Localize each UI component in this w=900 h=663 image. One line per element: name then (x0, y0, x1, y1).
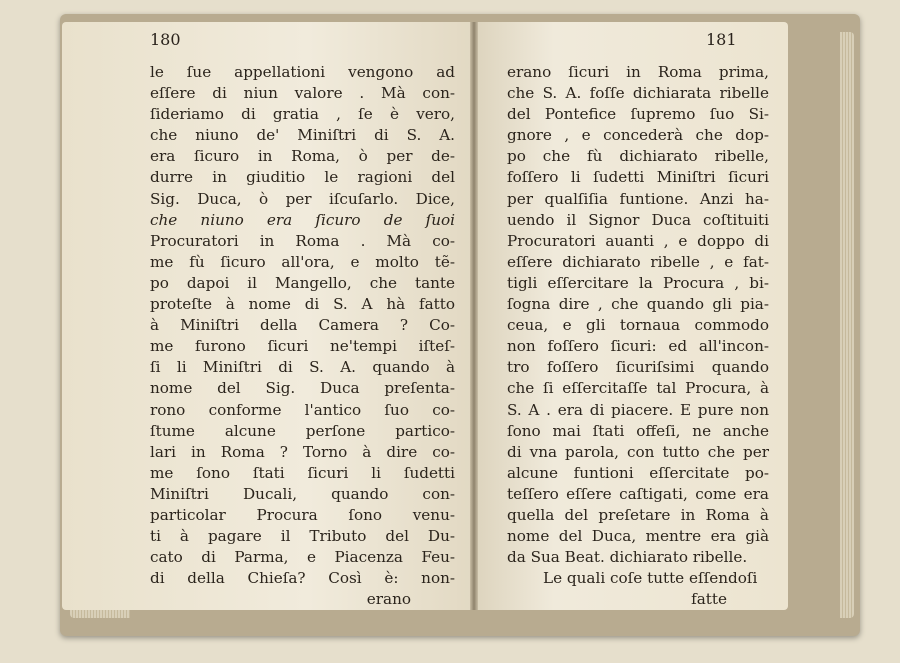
page-stack-right (840, 32, 854, 618)
text-line: tro foſſero ſicuriſsimi quando (507, 358, 769, 377)
text-line: per qualſiſia funtione. Anzi ha- (507, 189, 769, 208)
right-page-text (507, 62, 769, 610)
text-line: foſſero li ſudetti Miniſtri ſicuri (507, 168, 769, 187)
catchword: erano (366, 590, 411, 609)
text-line: di della Chieſa? Così è: non- (150, 569, 455, 588)
text-line: durre in giuditio le ragioni del (150, 168, 455, 187)
text-line: Sig. Duca, ò per iſcuſarlo. Dice, (150, 189, 455, 208)
text-line: ti à pagare il Tributo del Du- (150, 527, 455, 546)
text-line: le ſue appellationi vengono ad (150, 63, 455, 81)
text-line: nome del Sig. Duca preſenta- (150, 379, 455, 398)
text-line: da Sua Beat. dichiarato ribelle. (507, 548, 748, 567)
text-line: gnore , e concederà che dop- (507, 126, 769, 145)
text-line: ceua, e gli tornaua commodo (507, 316, 769, 335)
text-line: particolar Procura ſono venu- (150, 505, 455, 524)
text-line: po che fù dichiarato ribelle, (507, 147, 769, 166)
text-line: di vna parola, con tutto che per (507, 442, 769, 461)
text-line: uendo il Signor Duca coſtituiti (507, 210, 769, 229)
text-line: rono conforme l'antico ſuo co- (150, 400, 455, 419)
text-line: ſtume alcune perſone partico- (150, 421, 455, 440)
text-line: me ſono ſtati ſicuri li ſudetti (150, 463, 455, 482)
text-line: Procuratori auanti , e doppo di (507, 231, 769, 250)
text-line: non foſſero ſicuri: ed all'incon- (507, 337, 769, 356)
catchword: fatte (691, 590, 727, 609)
left-page-number: 180 (150, 30, 181, 49)
text-line: tigli eſſercitare la Procura , bi- (507, 273, 769, 292)
text-line: quella del preſetare in Roma à (507, 505, 769, 524)
text-line: ſogna dire , che quando gli pia- (507, 295, 769, 314)
text-line: po dapoi il Mangello, che tante (150, 273, 455, 292)
text-line: nome del Duca, mentre era già (507, 527, 769, 546)
text-line: eſſere dichiarato ribelle , e fat- (507, 252, 769, 271)
text-line: che ſi eſſercitaſſe tal Procura, à (507, 379, 769, 398)
right-page-number: 181 (706, 30, 737, 49)
text-line: lari in Roma ? Torno à dire co- (150, 442, 455, 461)
text-line: erano ſicuri in Roma prima, (507, 63, 769, 81)
text-line: ſideriamo di gratia , ſe è vero, (150, 105, 455, 124)
text-line: cato di Parma, e Piacenza Feu- (150, 548, 455, 567)
text-line: Procuratori in Roma . Mà co- (150, 231, 455, 250)
italic-text-line: che niuno era ſicuro de ſuoi (150, 210, 455, 229)
text-line: eſſere di niun valore . Mà con- (150, 84, 455, 103)
text-line: che S. A. foſſe dichiarata ribelle (507, 84, 769, 103)
text-line: che niuno de' Miniſtri di S. A. (150, 126, 455, 145)
text-line: del Pontefice ſupremo ſuo Si- (507, 105, 769, 124)
text-line: alcune funtioni eſſercitate po- (507, 463, 769, 482)
text-line: ſono mai ſtati offeſi, ne anche (507, 421, 769, 440)
text-line: proteſte à nome di S. A hà fatto (150, 295, 455, 314)
book-gutter (470, 22, 478, 610)
text-line: era ſicuro in Roma, ò per de- (150, 147, 455, 166)
text-line: à Miniſtri della Camera ? Co- (150, 316, 455, 335)
left-page-text (150, 62, 455, 610)
text-line: Le quali coſe tutte eſſendoſi (543, 569, 758, 588)
text-line: ſi li Miniſtri di S. A. quando à (150, 358, 455, 377)
text-line: Miniſtri Ducali, quando con- (150, 484, 455, 503)
text-line: me furono ſicuri ne'tempi iſteſ- (150, 337, 455, 356)
text-line: me fù ſicuro all'ora, e molto tẽ- (150, 252, 455, 271)
text-line: teſſero eſſere caſtigati, come era (507, 484, 769, 503)
text-line: S. A . era di piacere. E pure non (507, 400, 769, 419)
